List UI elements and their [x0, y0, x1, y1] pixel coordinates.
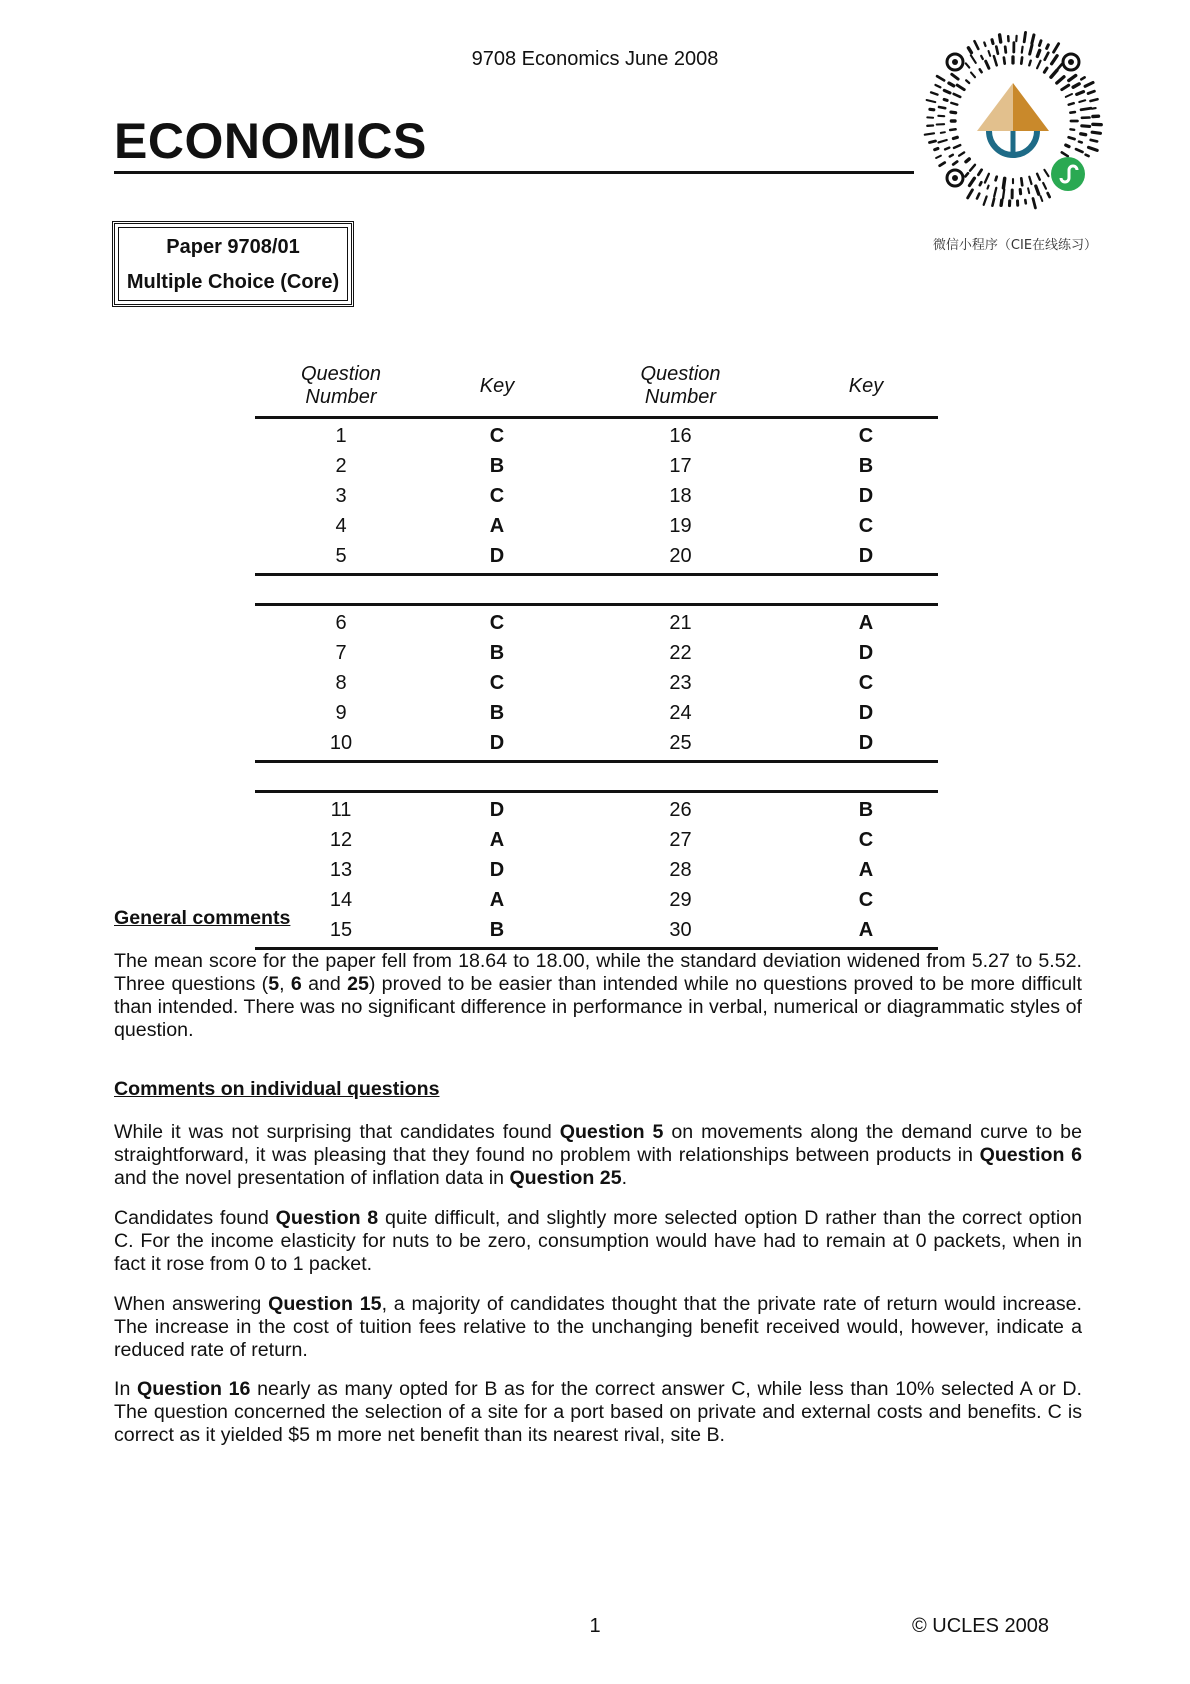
qr-dash: [986, 61, 989, 68]
qr-dash: [971, 55, 976, 63]
qr-dash: [970, 178, 975, 185]
qr-dash: [944, 100, 947, 101]
qr-dash: [1062, 85, 1069, 89]
question-number-cell: 18: [669, 484, 692, 507]
qr-dash: [945, 148, 949, 150]
qr-dash: [981, 56, 983, 59]
question-reference: Question 5: [559, 1121, 664, 1143]
qr-dash: [1069, 103, 1074, 105]
column-header-question-line1: Question: [640, 363, 721, 385]
qr-dash: [954, 94, 961, 97]
table-row: [255, 915, 938, 945]
qr-dash: [1003, 189, 1004, 198]
key-cell: B: [489, 454, 505, 477]
qr-dash: [988, 186, 989, 189]
column-header-question-line1: Question: [300, 363, 382, 385]
comment-paragraph: [114, 1121, 1082, 1190]
question-number-cell: 30: [669, 918, 692, 941]
key-cell: D: [489, 858, 505, 881]
question-number-cell: 14: [329, 888, 353, 911]
page-number: 1: [589, 1615, 601, 1637]
qr-dash: [1079, 142, 1082, 143]
qr-dash: [985, 174, 989, 183]
qr-dash: [1066, 94, 1072, 97]
column-header-question: [567, 363, 794, 409]
table-row: [255, 511, 938, 541]
comment-paragraph: [114, 1293, 1082, 1362]
qr-dash: [1047, 45, 1049, 49]
qr-code-graphic: [920, 28, 1106, 214]
qr-dash: [1086, 155, 1089, 156]
table-row: [255, 481, 938, 511]
key-cell: B: [489, 641, 505, 664]
key-cell: B: [489, 918, 505, 941]
qr-dash: [994, 188, 996, 197]
key-cell: B: [858, 798, 874, 821]
key-cell: C: [858, 424, 874, 447]
qr-dash: [966, 63, 970, 67]
table-gap: [255, 763, 938, 790]
key-cell: C: [858, 514, 874, 537]
qr-dash: [965, 173, 968, 176]
qr-dash: [1092, 132, 1100, 133]
key-cell: C: [858, 888, 874, 911]
text-run: When answering: [114, 1293, 269, 1315]
qr-dash: [953, 162, 957, 165]
qr-dash: [949, 83, 954, 86]
question-reference: Question 8: [275, 1207, 379, 1229]
key-cell: A: [858, 858, 874, 881]
question-number-cell: 10: [329, 731, 353, 754]
table-row: [255, 855, 938, 885]
qr-dash: [1070, 129, 1074, 130]
key-cell: C: [489, 611, 505, 634]
text-run: and the novel presentation of inflation data in: [114, 1167, 510, 1189]
key-cell: C: [858, 828, 874, 851]
question-number-cell: 9: [335, 701, 347, 724]
general-comments-paragraph: [114, 950, 1082, 1042]
question-number-cell: 12: [329, 828, 353, 851]
question-number-cell: 26: [669, 798, 692, 821]
question-number-cell: 17: [669, 454, 692, 477]
qr-dash: [1082, 126, 1090, 127]
qr-dash: [950, 129, 955, 130]
qr-dash: [994, 56, 997, 65]
qr-dash: [939, 107, 945, 108]
qr-dash: [1052, 56, 1058, 64]
qr-dash: [1001, 200, 1002, 205]
qr-dash: [1037, 50, 1039, 56]
comment-paragraph: [114, 1378, 1082, 1447]
qr-dash: [984, 197, 987, 205]
key-cell: D: [858, 701, 874, 724]
qr-code-icon: [920, 28, 1106, 214]
qr-dash: [1077, 92, 1084, 95]
qr-dash: [1021, 58, 1022, 64]
qr-dash: [975, 41, 979, 49]
column-header-question-line2: Number: [305, 386, 377, 408]
qr-dash: [996, 177, 997, 181]
column-header-key: Key: [479, 374, 515, 397]
qr-dash: [930, 109, 934, 110]
question-number-cell: 11: [330, 798, 352, 821]
key-cell: A: [489, 888, 505, 911]
text-run: and: [301, 973, 348, 995]
table-row: [255, 421, 938, 451]
qr-dash: [1029, 177, 1031, 184]
comment-paragraph: [114, 1207, 1082, 1276]
qr-dash: [1076, 149, 1083, 152]
question-reference: Question 25: [509, 1167, 622, 1189]
text-run: quite difficult, and slightly more selected option D rather than the correct option C. For the income elasticity for nuts to be zero, consumption would have had to remain at 0 packets, when in fact it rose from 0 to 1 packet.: [114, 1207, 1082, 1275]
column-header-key: Key: [848, 374, 884, 397]
qr-dash: [951, 112, 956, 113]
question-number-cell: 19: [669, 514, 692, 537]
table-header-row: [255, 356, 938, 416]
individual-comments-heading: Comments on individual questions: [114, 1078, 440, 1100]
qr-dash: [1054, 44, 1059, 52]
qr-dash: [996, 47, 998, 54]
text-run: , a majority of candidates thought that the private rate of return would increase. The increase in the cost of tuition fees relative to the unchanging benefit received would, however, indicate a reduced rate of return.: [114, 1293, 1082, 1361]
qr-dash: [927, 100, 936, 102]
qr-dash: [984, 43, 985, 46]
qr-dash: [970, 165, 975, 171]
key-cell: C: [858, 671, 874, 694]
qr-dash: [1036, 186, 1039, 194]
qr-dash: [1051, 70, 1057, 77]
running-header: 9708 Economics June 2008: [471, 48, 719, 70]
question-reference: Question 6: [979, 1144, 1082, 1166]
text-run: ) proved to be easier than intended while no questions proved to be more difficult than intended. There was no significant difference in performance in verbal, numerical or diagrammatic styles of question.: [114, 973, 1082, 1041]
qr-dash: [1044, 170, 1048, 176]
qr-dash: [978, 170, 981, 175]
qr-dash: [1066, 145, 1069, 147]
qr-dash: [1073, 84, 1079, 87]
table-gap: [255, 576, 938, 603]
qr-dash: [1069, 76, 1076, 81]
qr-dash: [1048, 193, 1050, 197]
qr-dash: [980, 69, 982, 72]
qr-dash: [1028, 188, 1029, 193]
qr-dash: [1037, 61, 1040, 68]
qr-dash: [1000, 35, 1001, 42]
general-comments-heading: General comments: [114, 907, 291, 929]
table-row: [255, 451, 938, 481]
question-number-cell: 25: [669, 731, 692, 754]
qr-dash: [992, 199, 994, 206]
text-run: .: [621, 1167, 628, 1189]
text-run: While it was not surprising that candidates found: [114, 1121, 560, 1143]
qr-dash: [1088, 91, 1094, 93]
key-cell: D: [858, 484, 874, 507]
table-row: [255, 728, 938, 758]
question-number-cell: 20: [669, 544, 692, 567]
table-body: [255, 416, 938, 950]
qr-dash: [1025, 200, 1026, 203]
question-number-cell: 1: [335, 424, 347, 447]
qr-dash: [1091, 140, 1097, 142]
qr-dash: [952, 74, 958, 79]
column-header-question-line2: Number: [644, 386, 717, 408]
qr-dash: [1044, 68, 1047, 72]
question-number-cell: 24: [669, 701, 692, 724]
qr-dash: [951, 103, 957, 105]
page-title: ECONOMICS: [114, 113, 427, 169]
key-cell: A: [858, 611, 874, 634]
qr-dash: [953, 137, 957, 138]
question-reference: 5: [268, 973, 280, 995]
paper-type: Multiple Choice (Core): [126, 271, 340, 293]
question-reference: 25: [347, 973, 369, 995]
qr-dash: [989, 51, 991, 56]
qr-dash: [1085, 83, 1093, 87]
qr-dash: [1030, 45, 1032, 54]
qr-dash: [936, 156, 941, 158]
qr-dash: [940, 163, 945, 166]
qr-dash: [959, 152, 964, 155]
qr-dash: [954, 145, 960, 148]
qr-dash: [1089, 147, 1098, 150]
qr-dash: [1029, 61, 1030, 66]
qr-dash: [980, 182, 981, 185]
question-number-cell: 27: [669, 828, 692, 851]
question-reference: Question 16: [137, 1378, 251, 1400]
qr-dash: [930, 141, 936, 143]
qr-dash: [1003, 178, 1004, 188]
qr-dash: [1070, 112, 1075, 113]
key-cell: C: [489, 484, 505, 507]
question-number-cell: 2: [335, 454, 347, 477]
qr-dash: [1079, 100, 1085, 102]
qr-dash: [1081, 134, 1086, 135]
qr-dash: [957, 85, 964, 90]
text-run: nearly as many opted for B as for the correct answer C, while less than 10% selected A or D. The question concerned the selection of a site for a port based on private and external costs and benefits. C is correct as it yielded $5 m more net benefit than its nearest rival, site B.: [114, 1378, 1082, 1446]
qr-dash: [1039, 41, 1041, 46]
qr-dash: [1045, 53, 1049, 60]
qr-dash: [1062, 152, 1068, 156]
qr-dash: [1081, 108, 1091, 110]
key-cell: D: [489, 731, 505, 754]
question-number-cell: 6: [335, 611, 347, 634]
table-row: [255, 608, 938, 638]
text-run: Candidates found: [114, 1207, 276, 1229]
qr-dash: [966, 80, 969, 83]
key-cell: D: [489, 798, 505, 821]
qr-dash: [937, 76, 944, 80]
qr-dash: [1081, 77, 1084, 79]
question-reference: 6: [290, 973, 302, 995]
qr-dash: [992, 40, 993, 44]
qr-dash: [1041, 196, 1043, 201]
qr-dash: [1058, 64, 1062, 69]
qr-dash: [1037, 174, 1040, 180]
qr-dash: [936, 85, 941, 87]
qr-dash: [966, 159, 969, 162]
paper-code: Paper 9708/01: [166, 236, 300, 258]
qr-dash: [977, 194, 979, 199]
question-number-cell: 15: [329, 918, 353, 941]
qr-dash: [1005, 47, 1006, 53]
question-number-cell: 22: [669, 641, 692, 664]
qr-dash: [1069, 137, 1075, 139]
qr-dash: [941, 132, 945, 133]
qr-dash: [1004, 58, 1005, 64]
answer-key-table: [255, 356, 938, 950]
qr-dash: [1022, 47, 1023, 53]
question-number-cell: 5: [335, 544, 347, 567]
table-row: [255, 885, 938, 915]
table-row: [255, 541, 938, 571]
key-cell: B: [489, 701, 505, 724]
question-number-cell: 29: [669, 888, 692, 911]
qr-dash: [944, 90, 950, 93]
qr-dash: [1033, 199, 1035, 208]
key-cell: A: [489, 514, 505, 537]
qr-dash: [1092, 108, 1096, 109]
qr-dash: [931, 92, 937, 94]
qr-caption: 微信小程序（CIE在线练习）: [932, 238, 1098, 253]
table-row-group: [255, 606, 938, 760]
question-number-cell: 8: [335, 671, 347, 694]
qr-dash: [1032, 35, 1034, 43]
qr-dash: [935, 149, 938, 150]
key-cell: D: [489, 544, 505, 567]
question-number-cell: 3: [335, 484, 347, 507]
qr-dash: [1091, 99, 1098, 101]
qr-dash: [1057, 77, 1064, 83]
key-cell: D: [858, 544, 874, 567]
table-row-group: [255, 793, 938, 947]
qr-dash: [968, 190, 973, 198]
copyright: © UCLES 2008: [912, 1615, 1050, 1637]
qr-dash: [1043, 183, 1046, 189]
question-number-cell: 13: [329, 858, 353, 881]
qr-dash: [1021, 178, 1022, 185]
column-header-question: [255, 363, 427, 409]
title-divider: [114, 171, 914, 174]
table-row-group: [255, 419, 938, 573]
question-number-cell: 16: [669, 424, 692, 447]
qr-dash: [950, 155, 953, 157]
text-run: ,: [279, 973, 291, 995]
text-run: In: [114, 1378, 138, 1400]
table-row: [255, 795, 938, 825]
question-number-cell: 21: [669, 611, 692, 634]
key-cell: D: [858, 731, 874, 754]
key-cell: C: [489, 424, 505, 447]
question-number-cell: 23: [669, 671, 692, 694]
question-number-cell: 7: [335, 641, 347, 664]
question-number-cell: 4: [335, 514, 347, 537]
table-row: [255, 825, 938, 855]
text-run: on movements along the demand curve to be straightforward, it was pleasing that they found no problem with relationships between products in: [114, 1121, 1082, 1166]
key-cell: A: [489, 828, 505, 851]
table-row: [255, 698, 938, 728]
qr-dash: [939, 140, 947, 142]
key-cell: A: [858, 918, 874, 941]
table-row: [255, 668, 938, 698]
key-cell: D: [858, 641, 874, 664]
paper-info-box: [112, 221, 354, 307]
qr-dash: [925, 133, 934, 134]
question-number-cell: 28: [669, 858, 692, 881]
qr-dash: [968, 48, 971, 53]
key-cell: B: [858, 454, 874, 477]
text-run: The mean score for the paper fell from 18.64 to 18.00, while the standard deviation widened from 5.27 to 5.52. Three questions (: [114, 950, 1082, 995]
table-row: [255, 638, 938, 668]
question-reference: Question 15: [268, 1293, 382, 1315]
key-cell: C: [489, 671, 505, 694]
qr-dash: [1024, 32, 1025, 41]
qr-dash: [971, 73, 975, 78]
